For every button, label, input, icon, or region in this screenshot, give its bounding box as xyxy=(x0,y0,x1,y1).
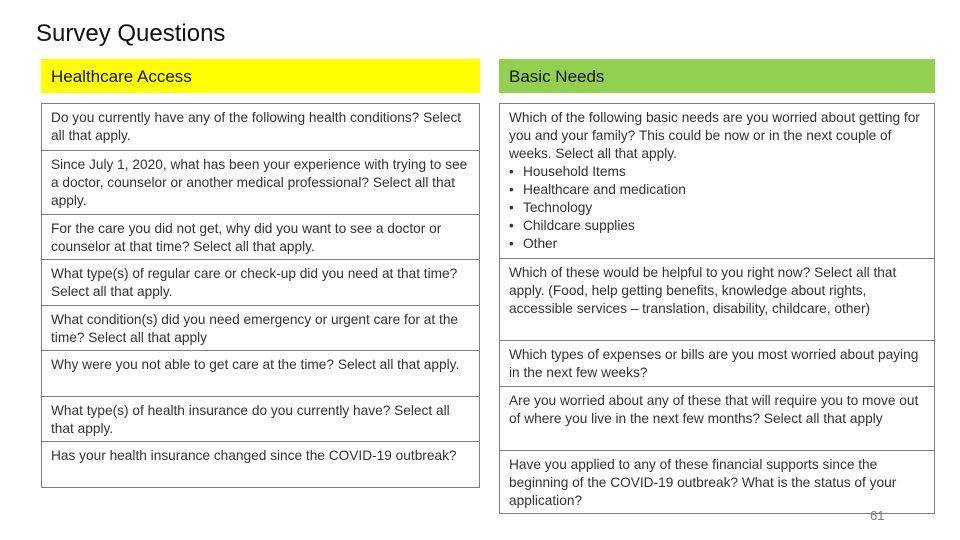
table-row: Do you currently have any of the following health conditions? Select all that apply. xyxy=(51,110,462,143)
basic-needs-column xyxy=(499,59,935,514)
table-row xyxy=(500,104,934,258)
table-row: What type(s) of health insurance do you currently have? Select all that apply. xyxy=(42,396,479,441)
basic-needs-header: Basic Needs xyxy=(499,59,935,93)
table-row: Why were you not able to get care at the time? Select all that apply. xyxy=(42,350,479,396)
table-row: What type(s) of regular care or check-up did you need at that time? Select all that apply. xyxy=(42,259,479,305)
list-item: • Technology xyxy=(509,199,925,217)
table-row: Which of these would be helpful to you right now? Select all that apply. (Food, help getting benefits, knowledge about rights, accessible services – translation, disability, childcare, other) xyxy=(500,258,934,340)
healthcare-access-column xyxy=(41,59,480,488)
list-item: • Other xyxy=(509,235,925,253)
table-row: Are you worried about any of these that will require you to move out of where you live in the next few months? Select all that apply xyxy=(500,386,934,450)
table-row: For the care you did not get, why did you want to see a doctor or counselor at that time? Select all that apply. xyxy=(42,214,479,259)
list-item: • Childcare supplies xyxy=(509,217,925,235)
table-row: Have you applied to any of these financial supports since the beginning of the COVID-19 outbreak? What is the status of your application? xyxy=(500,450,934,513)
options-list xyxy=(509,163,925,253)
question-text: Which of the following basic needs are you worried about getting for you and your family? This could be now or in the next couple of weeks. Select all that apply. xyxy=(509,110,920,161)
list-item: • Healthcare and medication xyxy=(509,181,925,199)
slide-title: Survey Questions xyxy=(36,20,226,47)
table-row: Has your health insurance changed since the COVID-19 outbreak? xyxy=(42,441,479,487)
table-row: Since July 1, 2020, what has been your experience with trying to see a doctor, counselor or another medical professional? Select all that apply. xyxy=(42,150,479,214)
basic-needs-questions-table xyxy=(499,103,935,514)
list-item: • Household Items xyxy=(509,163,925,181)
healthcare-questions-table xyxy=(41,103,480,488)
page-number: 61 xyxy=(870,508,885,523)
table-row: Which types of expenses or bills are you most worried about paying in the next few weeks? xyxy=(500,340,934,386)
healthcare-access-header: Healthcare Access xyxy=(41,59,480,93)
table-row: What condition(s) did you need emergency or urgent care for at the time? Select all that apply xyxy=(42,305,479,350)
